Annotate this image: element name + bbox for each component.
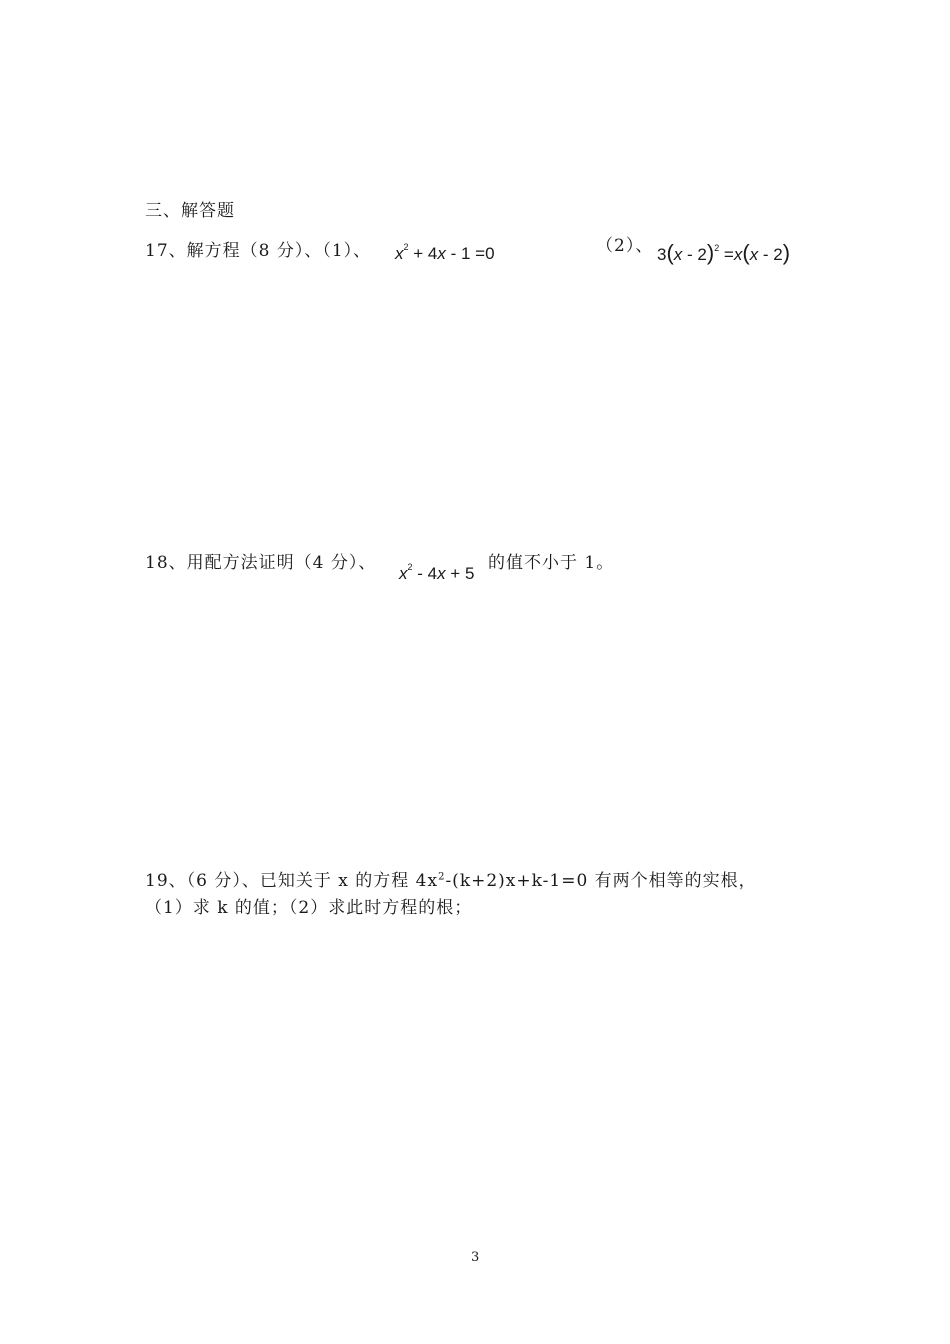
q18-prefix: 18、用配方法证明（4 分）、	[145, 553, 377, 573]
q17-prefix: 17、解方程（8 分）、（1）、	[145, 241, 372, 261]
page-number: 3	[471, 1250, 480, 1265]
q17-part2-label: （2）、	[596, 236, 654, 256]
q18-expression: $x^2 - 4x + 5$	[399, 562, 475, 583]
q18-suffix: 的值不小于 1。	[488, 553, 615, 573]
q17-equation-1: $x^2 + 4x - 1 =0$	[395, 242, 495, 263]
q19-line-2: （1）求 k 的值；（2）求此时方程的根；	[145, 898, 473, 918]
section-title: 三、解答题	[145, 201, 235, 221]
q17-equation-2: 3(x - 2)$^2$ =x(x - 2)	[657, 240, 791, 265]
q19-line-1: 19、（6 分）、已知关于 x 的方程 $4x^2-(k+2)x+k-1=0$ 有两个相等的实根，	[145, 871, 757, 891]
